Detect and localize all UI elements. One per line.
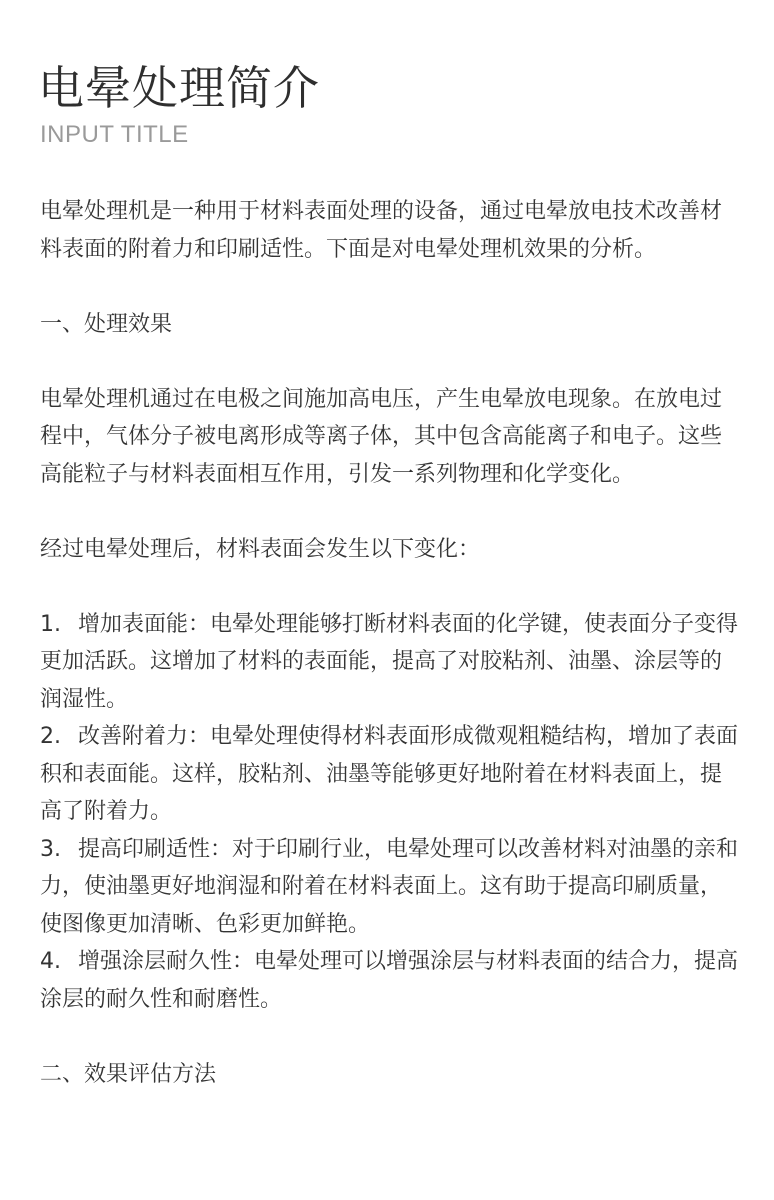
section-heading-2: 二、效果评估方法	[40, 1061, 217, 1087]
list-item	[40, 718, 740, 831]
spacer	[40, 343, 740, 381]
list-item	[40, 831, 740, 944]
spacer	[40, 268, 740, 306]
intro-paragraph: 电晕处理机是一种用于材料表面处理的设备，通过电晕放电技术改善材料表面的附着力和印刷适性。下面是对电晕处理机效果的分析。	[40, 199, 723, 262]
list-number: 4.	[40, 949, 61, 974]
list-text: 增加表面能：电晕处理能够打断材料表面的化学键，使表面分子变得更加活跃。这增加了材料的表面能，提高了对胶粘剂、油墨、涂层等的润湿性。	[40, 611, 739, 712]
page-title: 电晕处理简介	[38, 61, 320, 115]
list-item	[40, 943, 740, 1018]
spacer	[40, 493, 740, 531]
list-text: 提高印刷适性：对于印刷行业，电晕处理可以改善材料对油墨的亲和力，使油墨更好地润湿和附着在材料表面上。这有助于提高印刷质量，使图像更加清晰、色彩更加鲜艳。	[40, 836, 739, 937]
list-number: 1.	[40, 611, 61, 637]
list-number: 2.	[40, 724, 61, 749]
section-heading-1: 一、处理效果	[40, 311, 173, 337]
spacer	[40, 568, 740, 606]
section-1-paragraph-2: 经过电晕处理后，材料表面会发生以下变化：	[40, 536, 481, 562]
page-subtitle: INPUT TITLE	[40, 121, 189, 148]
spacer	[40, 1018, 740, 1056]
list-text: 增强涂层耐久性：电晕处理可以增强涂层与材料表面的结合力，提高涂层的耐久性和耐磨性。	[40, 949, 739, 1012]
effects-list	[40, 606, 740, 1019]
list-text: 改善附着力：电晕处理使得材料表面形成微观粗糙结构，增加了表面积和表面能。这样，胶粘剂、油墨等能够更好地附着在材料表面上，提高了附着力。	[40, 724, 739, 824]
list-number: 3.	[40, 836, 61, 862]
list-item	[40, 606, 740, 719]
section-1-paragraph-1: 电晕处理机通过在电极之间施加高电压，产生电晕放电现象。在放电过程中，气体分子被电离形成等离子体，其中包含高能离子和电子。这些高能粒子与材料表面相互作用，引发一系列物理和化学变化。	[40, 386, 723, 487]
article-body	[40, 193, 740, 1093]
